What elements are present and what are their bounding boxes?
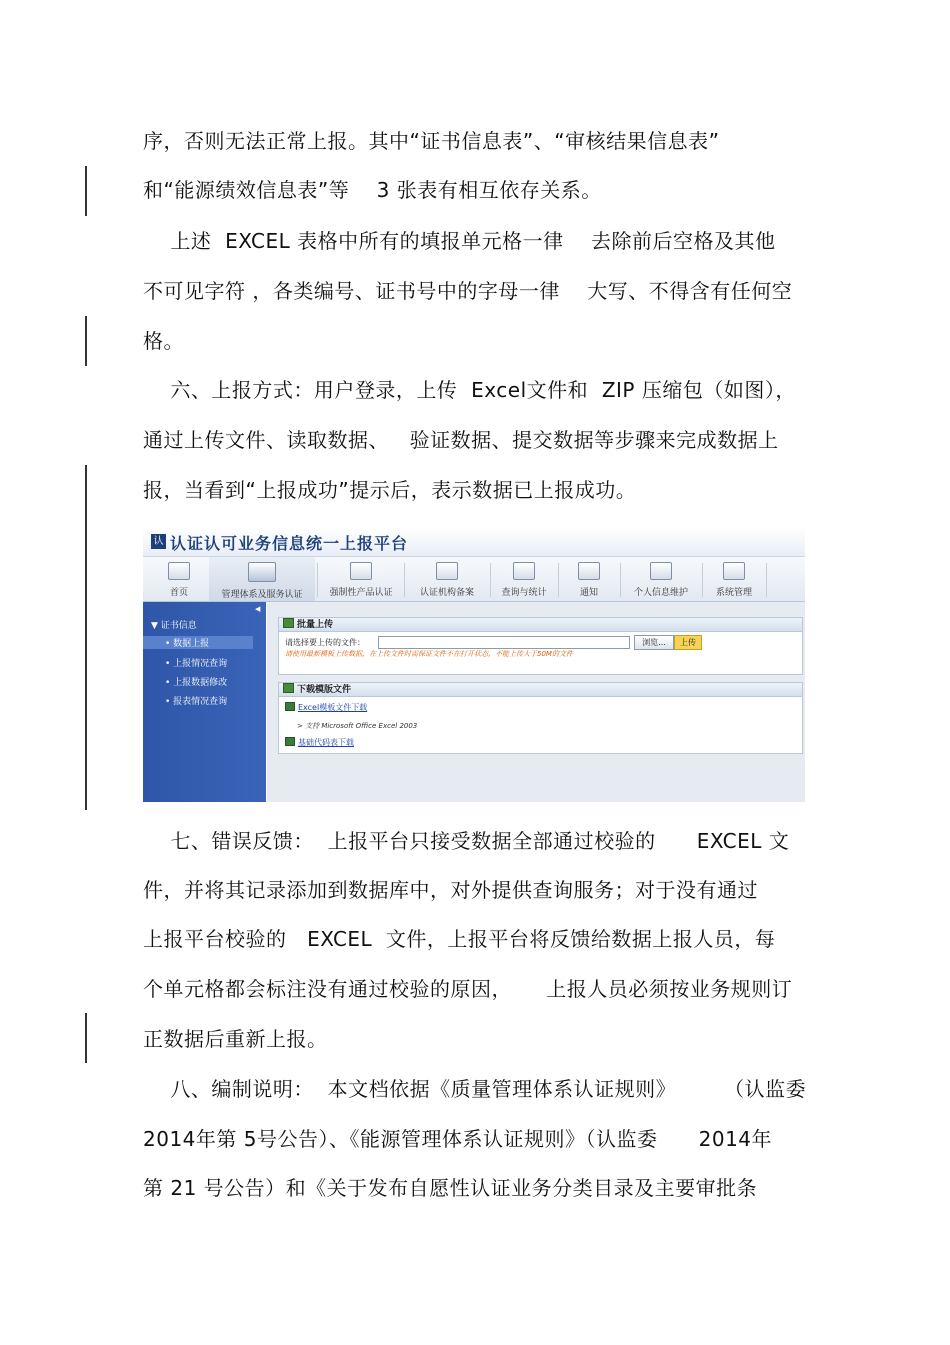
upload-panel [278,617,803,675]
sidebar-item-data-report[interactable]: • 数据上报 [143,636,253,649]
toolbar-item-filing[interactable] [405,557,489,601]
platform-sidebar [143,602,266,802]
toolbar-item-system[interactable] [703,557,765,601]
toolbar-item-ccc[interactable] [319,557,403,601]
text-line: 2014年第 5号公告）、《能源管理体系认证规则》（认监委 2014年 [143,1127,773,1151]
browse-button[interactable]: 浏览... [634,635,674,650]
text-line: 件，并将其记录添加到数据库中，对外提供查询服务；对于没有通过 [143,878,758,902]
margin-change-bar [85,316,87,366]
upload-icon [283,618,294,628]
toolbar-item-management-system[interactable] [209,557,315,601]
text-line: 个单元格都会标注没有通过校验的原因， 上报人员必须按业务规则订 [143,977,793,1001]
text-line: 不可见字符 ，各类编号、证书号中的字母一律 大写、不得含有任何空 [143,279,793,303]
code-table-link-label: 基础代码表下载 [298,738,354,747]
text-line: 格。 [143,329,184,353]
text-line: 七、错误反馈： 上报平台只接受数据全部通过校验的 EXCEL 文 [143,829,790,853]
download-panel-title: 下载模版文件 [297,685,352,695]
file-icon [285,702,295,711]
platform-header [143,528,805,557]
text-line: 通过上传文件、读取数据、 验证数据、提交数据等步骤来完成数据上 [143,428,779,452]
folder-icon [578,562,600,580]
toolbar-label: 首页 [169,588,188,598]
platform-screenshot [143,528,805,802]
platform-title: 认证认可业务信息统一上报平台 [170,534,409,553]
text-line: 序，否则无法正常上报。其中“证书信息表”、“审核结果信息表” [143,129,720,153]
sidebar-item-data-modify[interactable]: • 上报数据修改 [165,678,228,688]
folder-icon [436,562,458,580]
toolbar-label: 系统管理 [715,588,752,598]
download-panel [278,682,803,754]
sidebar-item-report-query[interactable]: • 上报情况查询 [165,659,228,669]
sidebar-item-statement-query[interactable]: • 报表情况查询 [165,697,228,707]
excel-template-link-label: Excel模板文件下载 [298,703,368,712]
toolbar-label: 个人信息维护 [633,588,688,598]
upload-label: 请选择要上传的文件： [285,638,365,647]
file-icon [285,737,295,746]
platform-logo-icon: 认 [151,534,166,549]
platform-toolbar [143,557,805,602]
folders-stack-icon [248,562,276,582]
toolbar-item-query[interactable] [491,557,557,601]
toolbar-item-home[interactable] [149,557,209,601]
upload-note: 请使用最新模板上传数据，在上传文件时需保证文件不在打开状态，不能上传大于50M的文件 [285,650,573,658]
text-line: 报，当看到“上报成功”提示后，表示数据已上报成功。 [143,478,637,502]
text-line: 第 21 号公告）和《关于发布自愿性认证业务分类目录及主要审批条 [143,1176,758,1200]
toolbar-item-notice[interactable] [559,557,619,601]
text-line: 和“能源绩效信息表”等 3 张表有相互依存关系。 [143,178,602,202]
upload-panel-title: 批量上传 [297,620,334,630]
collapse-arrow-icon[interactable]: ◀ [255,605,261,613]
folder-icon [168,562,190,580]
text-line: 八、编制说明： 本文档依据《质量管理体系认证规则》 （认监委 [143,1077,807,1101]
platform-main [267,602,805,802]
folder-icon [513,562,535,580]
excel-support-note: > 支持 Microsoft Office Excel 2003 [297,722,418,730]
code-table-link[interactable] [285,737,354,748]
toolbar-label: 认证机构备案 [419,588,474,598]
toolbar-label: 强制性产品认证 [329,588,393,598]
toolbar-label: 管理体系及服务认证 [221,590,303,600]
folder-icon [723,562,745,580]
text-line: 六、上报方式：用户登录，上传 Excel文件和 ZIP 压缩包（如图）， [143,378,796,402]
sidebar-group-certificates[interactable]: ▼ 证书信息 [151,621,197,631]
folder-icon [350,562,372,580]
toolbar-label: 查询与统计 [501,588,547,598]
upload-button[interactable]: 上传 [674,635,702,650]
text-line: 正数据后重新上报。 [143,1027,328,1051]
margin-change-bar [85,465,87,810]
excel-template-link[interactable] [285,702,367,713]
download-icon [283,683,294,693]
toolbar-item-profile[interactable] [621,557,701,601]
text-line: 上报平台校验的 EXCEL 文件，上报平台将反馈给数据上报人员，每 [143,927,776,951]
margin-change-bar [85,166,87,216]
text-line: 上述 EXCEL 表格中所有的填报单元格一律 去除前后空格及其他 [143,229,776,253]
folder-icon [650,562,672,580]
margin-change-bar [85,1013,87,1063]
file-path-input[interactable] [378,636,630,649]
toolbar-label: 通知 [579,588,598,598]
